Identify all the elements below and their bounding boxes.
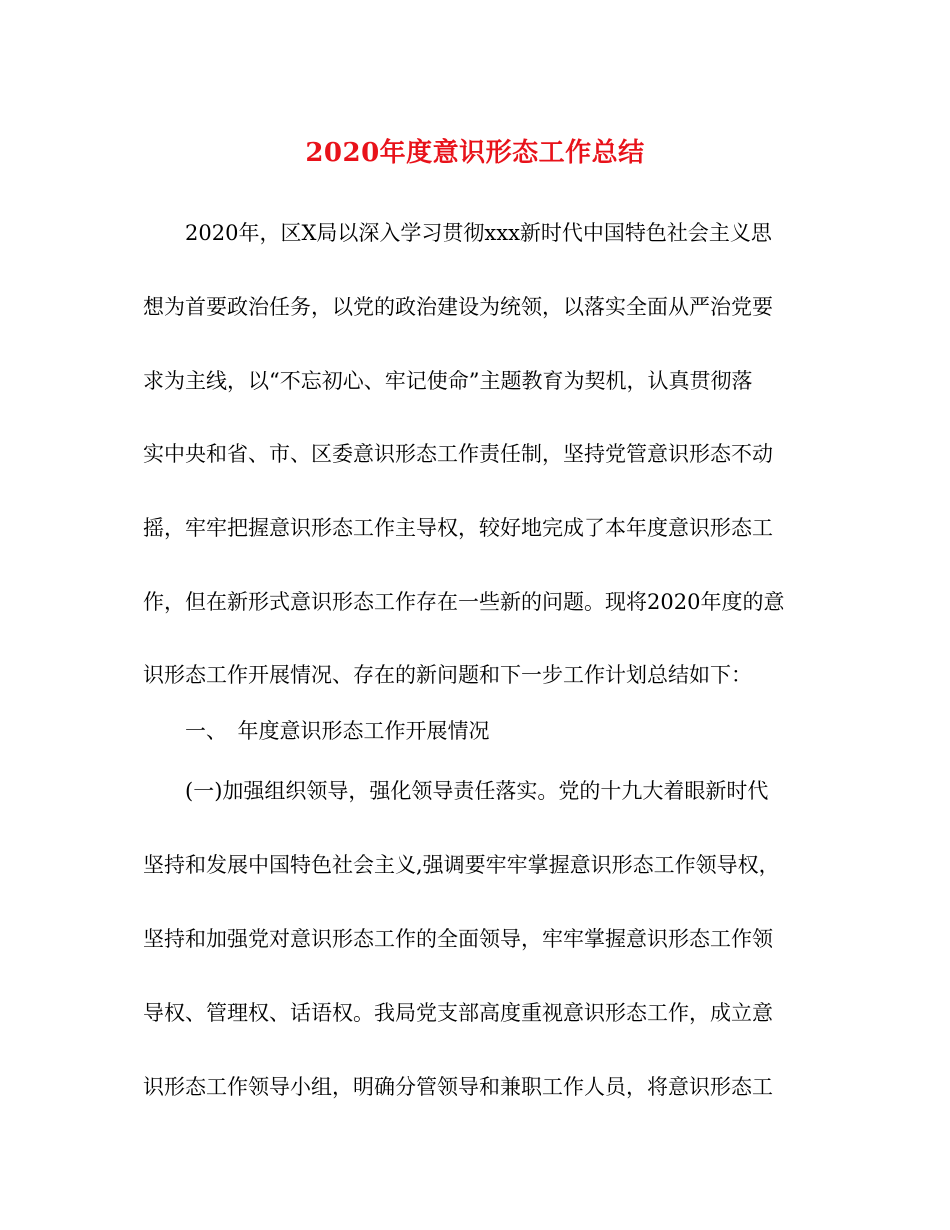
paragraph-line: 求为主线，以“不忘初心、牢记使命”主题教育为契机，认真贯彻落 — [143, 369, 753, 393]
paragraph-line: 作，但在新形式意识形态工作存在一些新的问题。现将2020年度的意 — [143, 590, 785, 614]
paragraph-line: 导权、管理权、话语权。我局党支部高度重视意识形态工作，成立意 — [143, 1001, 773, 1025]
document-title: 2020年度意识形态工作总结 — [305, 138, 645, 168]
paragraph-line: 坚持和发展中国特色社会主义,强调要牢牢掌握意识形态工作领导权， — [143, 853, 780, 877]
paragraph-line: 坚持和加强党对意识形态工作的全面领导，牢牢掌握意识形态工作领 — [143, 927, 773, 951]
paragraph-line: 识形态工作开展情况、存在的新问题和下一步工作计划总结如下： — [143, 663, 752, 687]
paragraph-line: 摇，牢牢把握意识形态工作主导权，较好地完成了本年度意识形态工 — [143, 516, 773, 540]
paragraph-line: 想为首要政治任务，以党的政治建设为统领，以落实全面从严治党要 — [143, 295, 773, 319]
paragraph-line: 2020年，区X局以深入学习贯彻xxx新时代中国特色社会主义思 — [143, 221, 772, 245]
paragraph-line: 识形态工作领导小组，明确分管领导和兼职工作人员，将意识形态工 — [143, 1075, 773, 1099]
paragraph-line: (一)加强组织领导，强化领导责任落实。党的十九大着眼新时代 — [143, 779, 769, 803]
section-heading: 一、 年度意识形态工作开展情况 — [143, 719, 490, 743]
paragraph-line: 实中央和省、市、区委意识形态工作责任制，坚持党管意识形态不动 — [143, 442, 773, 466]
